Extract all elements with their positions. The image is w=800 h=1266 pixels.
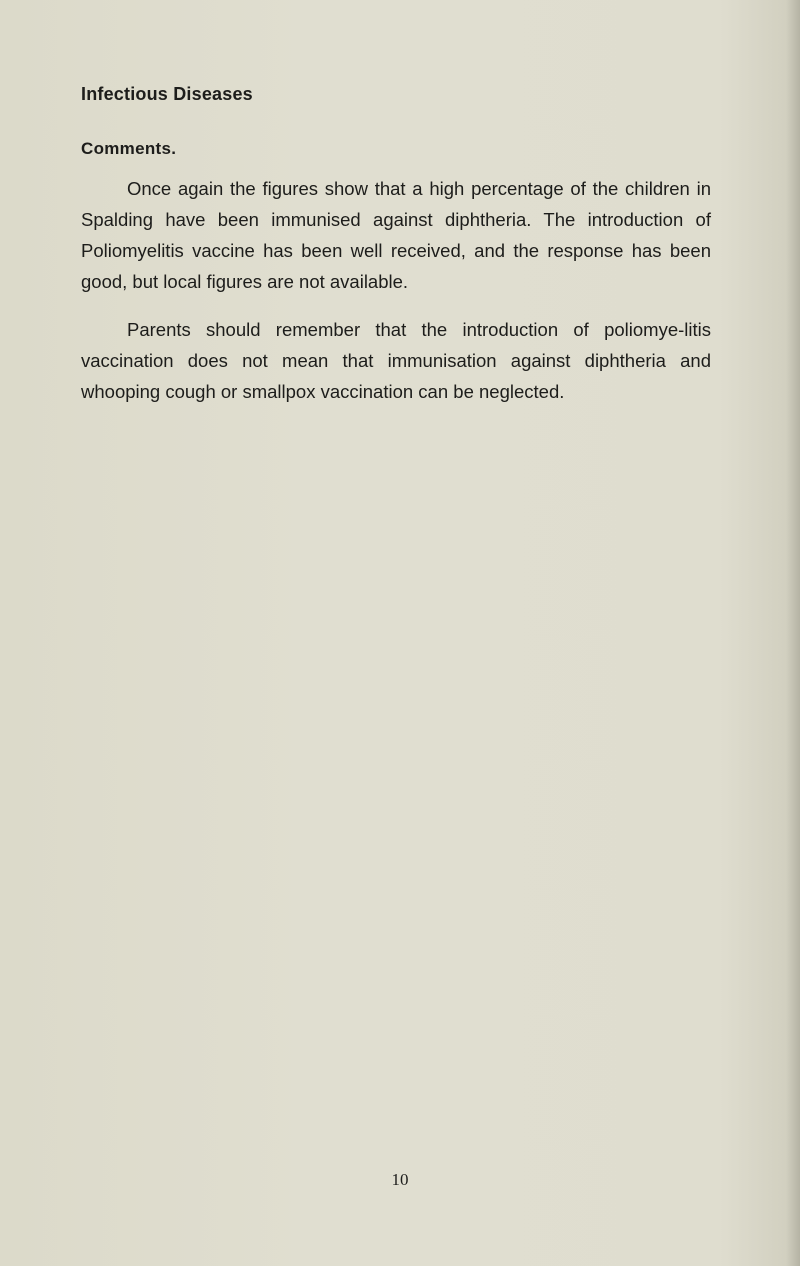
page-edge-shadow bbox=[786, 0, 800, 1266]
page-number: 10 bbox=[391, 1170, 409, 1189]
section-title: Infectious Diseases bbox=[81, 84, 253, 104]
subsection-title: Comments. bbox=[81, 139, 177, 158]
paragraph-immunisation-figures: Once again the figures show that a high percentage of the children in Spalding have been immunised against diphtheria. The introduction of Poliomyelitis vaccine has been well received, and the response has been good, but local figures are not available. bbox=[81, 178, 711, 292]
paragraph-parents-reminder: Parents should remember that the introduction of poliomye-litis vaccination does not mean that immunisation against diphtheria and whooping cough or smallpox vaccination can be neglected. bbox=[81, 319, 711, 402]
